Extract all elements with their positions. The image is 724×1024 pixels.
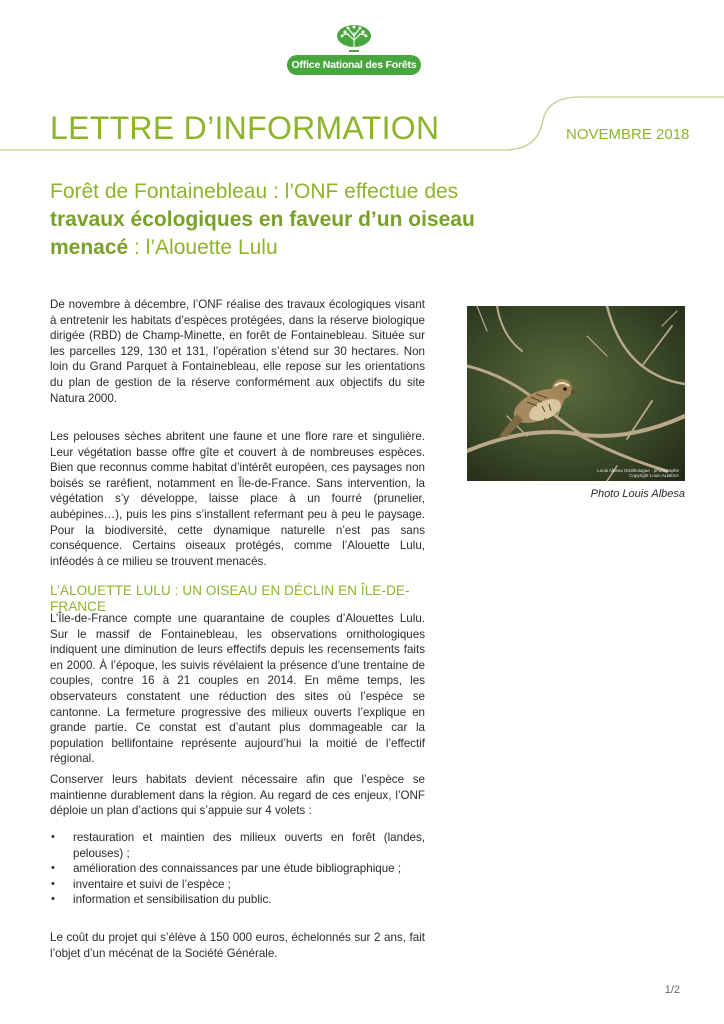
newsletter-date: NOVEMBRE 2018 <box>566 126 690 143</box>
page-number: 1/2 <box>664 984 680 996</box>
list-item-text: inventaire et suivi de l’espèce ; <box>73 877 231 891</box>
list-item <box>50 877 425 893</box>
list-item <box>50 830 425 861</box>
article-headline <box>50 178 490 262</box>
list-item-text: amélioration des connaissances par une étude bibliographique ; <box>73 862 402 876</box>
bird-on-branch-illustration <box>467 306 685 481</box>
bullet-glyph: • <box>51 862 55 875</box>
headline-part-1: Forêt de Fontainebleau : l’ONF effectue des <box>50 180 459 203</box>
photo-credit-line-2: Copyright Louis ALBESA <box>629 473 679 478</box>
logo-text: Office National des Forêts <box>287 55 421 75</box>
paragraph-decline: L’Île-de-France compte une quarantaine de couples d’Alouettes Lulu. Sur le massif de Fontainebleau, les observations ornithologiques indiquent une diminution de leurs effectifs depuis les recensements faits en 2000. À l’époque, les suivis révélaient la présence d’une trentaine de couples, contre 16 à 21 couples en 2014. En même temps, les observateurs constatent une réduction des sites où l’espèce se cantonne. La fermeture progressive des milieux ouverts l’explique en grande partie. Ce constat est d’autant plus dommageable car la population bellifontaine représente aujourd’hui la moitié de l’effectif régional. <box>50 612 425 766</box>
headline-bold: travaux écologiques en faveur d’un oiseau menacé <box>50 208 475 259</box>
bullet-glyph: • <box>51 831 55 843</box>
newsletter-title: LETTRE D’INFORMATION <box>50 110 440 146</box>
bullet-glyph: • <box>51 877 55 890</box>
paragraph-funding: Le coût du projet qui s’élève à 150 000 euros, échelonnés sur 2 ans, fait l’objet d’un mécénat de la Société Générale. <box>50 931 425 960</box>
action-list <box>50 830 425 908</box>
bullet-glyph: • <box>51 893 55 906</box>
woodlark-photo <box>467 306 685 481</box>
list-item <box>50 892 425 908</box>
paragraph-intro: De novembre à décembre, l’ONF réalise des travaux écologiques visant à entretenir les habitats d’espèces protégées, dans la réserve biologique dirigée (RBD) de Champ-Minette, en forêt de Fontainebleau. Située sur les parcelles 129, 130 et 131, l’opération s’étend sur 30 hectares. Non loin du Grand Parquet à Fontainebleau, elle repose sur les orientations du plan de gestion de la réserve conformément aux objectifs du site Natura 2000. <box>50 298 425 405</box>
photo-caption: Photo Louis Albesa <box>590 488 685 500</box>
section-heading: L’ALOUETTE LULU : UN OISEAU EN DÉCLIN EN ÎLE-DE-FRANCE <box>50 583 410 614</box>
tree-icon <box>335 24 373 54</box>
headline-part-2: : l’Alouette Lulu <box>128 236 278 259</box>
photo-credit-line-1: Louis Albesa Ornithologue · photographe <box>597 468 679 473</box>
list-item-text: information et sensibilisation du public. <box>73 893 272 907</box>
onf-logo <box>287 24 421 78</box>
paragraph-habitat: Les pelouses sèches abritent une faune et une flore rare et singulière. Leur végétation basse offre gîte et couvert à de nombreuses espèces. Bien que reconnus comme habitat d’intérêt européen, ces paysages non boisés se raréfient, notamment en Île-de-France. Sans intervention, la végétation s’y développe, laisse place à un fourré (prunelier, aubépines…), puis les pins s’installent refermant peu à peu le paysage. Pour la biodiversité, cette dynamique naturelle n’est pas sans conséquence. Certains oiseaux protégés, comme l’Alouette Lulu, inféodés à ce milieu se trouvent menacés. <box>50 430 425 568</box>
list-item-text: restauration et maintien des milieux ouverts en forêt (landes, pelouses) ; <box>73 831 425 860</box>
list-item <box>50 861 425 877</box>
paragraph-action-plan: Conserver leurs habitats devient nécessaire afin que l’espèce se maintienne durablement dans la région. Au regard de ces enjeux, l’ONF déploie un plan d’actions qui s’appuie sur 4 volets : <box>50 773 425 818</box>
